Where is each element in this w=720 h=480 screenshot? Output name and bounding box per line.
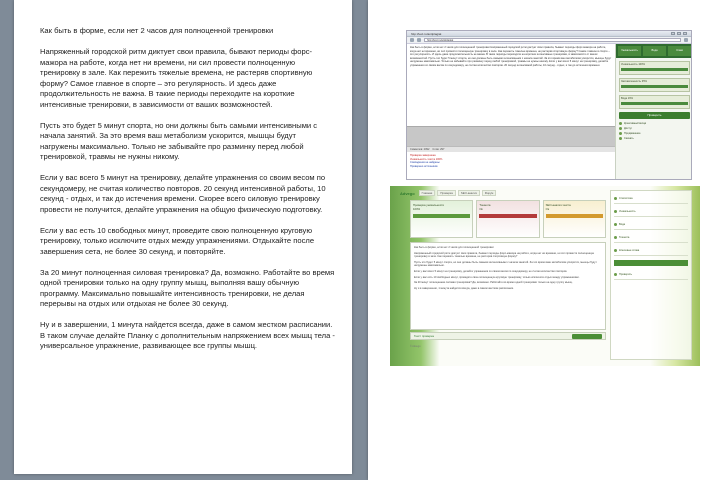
- sidebar-metric: Уникальность 100%: [619, 61, 690, 75]
- bullet-icon: [619, 127, 622, 130]
- sidebar-item: Вода: [614, 220, 688, 230]
- sidebar-row: Продвижение: [619, 132, 690, 135]
- result-line: Проверка завершена: [410, 154, 436, 157]
- site-nav: [419, 190, 497, 196]
- result-line: Проверено источников: [410, 164, 438, 168]
- bullet-icon: [619, 137, 622, 140]
- result-line: Совпадения не найдены: [410, 161, 440, 165]
- checked-text: Как быть в форме, если нет 2 часов для полноценной тренировки Напряженный городской ритм диктует свои правила, бывают периоды форс-мажора на работе, когда нет ни времени, ни сил провести полноценную тренировку в зале. Как пережить тяжелые времена, не растеряв спортивную форму? Самое главное в спорте – это регулярность. И здесь даже продолжительность не важна. В такие периоды переходите на короткие интенсивные тренировки, в зависимости от ваших возможностей. Пусть это будет 5 минут спорта, но они должны быть самыми интенсивными с начала занятий. За это время ваш метаболизм ускорится, мышцы будут нагружены максимально. Только не забывайте про разминку перед любой тренировкой, травмы не нужны никому. Если у вас всего 5 минут на тренировку, делайте упражнения со своим весом по секундомеру, не считая количество повторов. 20 секунд интенсивной работы, 10 секунд - отдых, и так до истечения времени.: [410, 46, 612, 67]
- status-chars: Символов: 2092: [410, 148, 430, 151]
- sidebar-item: Ключевые слова: [614, 246, 688, 256]
- text-line: Если у вас всего 5 минут на тренировку, делайте упражнения со своим весом по секундомеру, не считая количество повторов.: [414, 269, 568, 273]
- document-paragraph: Ну и в завершении, 1 минута найдется всегда, даже в самом жестком расписании. В таком случае делайте Планку с дополнительным напряжением всех мышц тела - универсальное упражнение, развивающее все группы мышц.: [40, 320, 335, 350]
- text-line: Если у вас есть 10 свободных минут, проведите свою полноценную круговую тренировку, только исключите отдых между упражнениями.: [414, 275, 580, 279]
- document-paragraph: Пусть это будет 5 минут спорта, но они должны быть самыми интенсивными с начала занятий. За это время ваш метаболизм ускорится, мышцы будут нагружены максимально. Только не забывайте про разминку перед любой тренировкой, травмы не нужны никому.: [40, 120, 318, 161]
- nav-item: SEO-анализ: [458, 190, 480, 196]
- checked-text-area: [407, 44, 615, 126]
- sidebar-row: Креативный вклад: [619, 122, 690, 125]
- result-card: Тошнота Ок: [476, 200, 539, 238]
- document-paragraph: Напряженный городской ритм диктует свои правила, бывают периоды форс-мажора на работе, когда нет ни времени, ни сил провести полноценную тренировку в зале. Как пережить тяжелые времена, не растеряв спортивную форму? Самое главное в спорте – это регулярность. И здесь даже продолжительность не важна. В такие периоды переходите на короткие интенсивные тренировки, в зависимости от ваших возможностей.: [40, 47, 313, 109]
- bullet-icon: [614, 210, 617, 213]
- document-text: [40, 26, 336, 362]
- sidebar-item: Тошнота: [614, 233, 688, 243]
- sidebar-metric: Заспамленность 35%: [619, 78, 690, 92]
- menu-icon: [684, 38, 688, 42]
- result-links: [407, 152, 615, 180]
- result-sidebar: [615, 44, 692, 180]
- document-paragraph: За 20 минут полноценная силовая тренировка? Да, возможно. Работайте во время одной тренировки только на одну группу мышц, выполняя вашу обычную программу. Максимально повышайте интенсивность тренировки, не делая перерывы на отдых или отдыхая не более 30 секунд.: [40, 267, 335, 308]
- document-page-left: [14, 0, 352, 474]
- document-paragraph: Если у вас всего 5 минут на тренировку, делайте упражнения со своим весом по секундомеру, не считая количество повторов. 20 секунд интенсивной работы, 10 секунд - отдых, и так до истечения времени. Скорее всего силовую тренировку провести не получится, делайте упражнения на общую физическую подготовку.: [40, 173, 326, 214]
- embedded-screenshot-advego: [390, 186, 700, 366]
- site-sidebar: [610, 190, 692, 360]
- text-line: Пусть это будет 5 минут спорта, но они должны быть самыми интенсивными с начала занятий. За это время ваш метаболизм ускорится, мышцы будут нагружены максимально.: [414, 260, 597, 268]
- window-controls: [671, 32, 687, 35]
- site-header: [400, 188, 600, 198]
- result-line: Уникальность текста 100%: [410, 157, 443, 161]
- gray-area: [407, 126, 615, 146]
- sidebar-metric: Вода 16%: [619, 95, 690, 109]
- site-footer: © Advego: [410, 345, 421, 348]
- text-line: Напряженный городской ритм диктует свои правила, бывают периоды форс-мажора на работе, когда нет ни времени, ни сил провести полноценную тренировку в зале. Как пережить тяжелые времена, не растеряв спортивную форму?: [414, 251, 595, 259]
- embedded-screenshot-text-ru: [406, 30, 692, 180]
- sidebar-item: Проверить: [614, 270, 688, 280]
- check-button: Проверить: [619, 112, 690, 119]
- status-words: Слов: 297: [432, 148, 445, 151]
- text-line: Как быть в форме, если нет 2 часов для полноценной тренировки: [414, 246, 494, 249]
- sidebar-tab: Спам: [668, 46, 691, 56]
- text-line: За 20 минут полноценная силовая тренировка? Да, возможно. Работайте во время одной тренировки только на одну группу мышц.: [414, 281, 573, 285]
- sidebar-tab: Вода: [643, 46, 666, 56]
- nav-item: Форум: [482, 190, 497, 196]
- back-icon: [410, 38, 414, 42]
- checked-text-box: [410, 242, 606, 330]
- bullet-icon: [614, 236, 617, 239]
- sidebar-row: Скачать: [619, 137, 690, 140]
- submit-button: [572, 334, 602, 339]
- bullet-icon: [619, 132, 622, 135]
- document-paragraph: Если у вас есть 10 свободных минут, проведите свою полноценную круговую тренировку, только исключите отдых между упражнениями. Отдыхайте после завершения сета, не более 30 секунд, и повторяйте.: [40, 225, 315, 256]
- sidebar-tab: Уникальность: [618, 46, 641, 56]
- browser-title: http://text.ru/antiplagiat: [411, 31, 442, 36]
- bullet-icon: [614, 249, 617, 252]
- bullet-icon: [614, 197, 617, 200]
- site-logo: Advego: [400, 190, 415, 196]
- address-bar: http://text.ru/antiplagiat: [424, 38, 681, 42]
- result-bar: [410, 332, 606, 340]
- sidebar-item: Статистика: [614, 194, 688, 204]
- result-card: Проверка уникальности 100%: [410, 200, 473, 238]
- bullet-icon: [614, 273, 617, 276]
- document-title: Как быть в форме, если нет 2 часов для полноценной тренировки: [40, 26, 274, 35]
- forward-icon: [417, 38, 421, 42]
- browser-toolbar: [407, 37, 691, 44]
- result-cards: [410, 200, 606, 238]
- nav-item: Главная: [419, 190, 436, 196]
- document-page-right: [368, 0, 720, 480]
- nav-item: Проверка: [437, 190, 456, 196]
- sidebar-row: Доступ: [619, 127, 690, 130]
- sidebar-button: [614, 260, 688, 266]
- sidebar-item: Уникальность: [614, 207, 688, 217]
- text-line: Ну и в завершении, 1 минута найдется всегда, даже в самом жестком расписании.: [414, 286, 514, 290]
- result-label: Текст проверен: [414, 334, 435, 338]
- sidebar-tabs: [616, 44, 692, 58]
- bullet-icon: [614, 223, 617, 226]
- bullet-icon: [619, 122, 622, 125]
- result-card: SEO-анализ текста Ок: [543, 200, 606, 238]
